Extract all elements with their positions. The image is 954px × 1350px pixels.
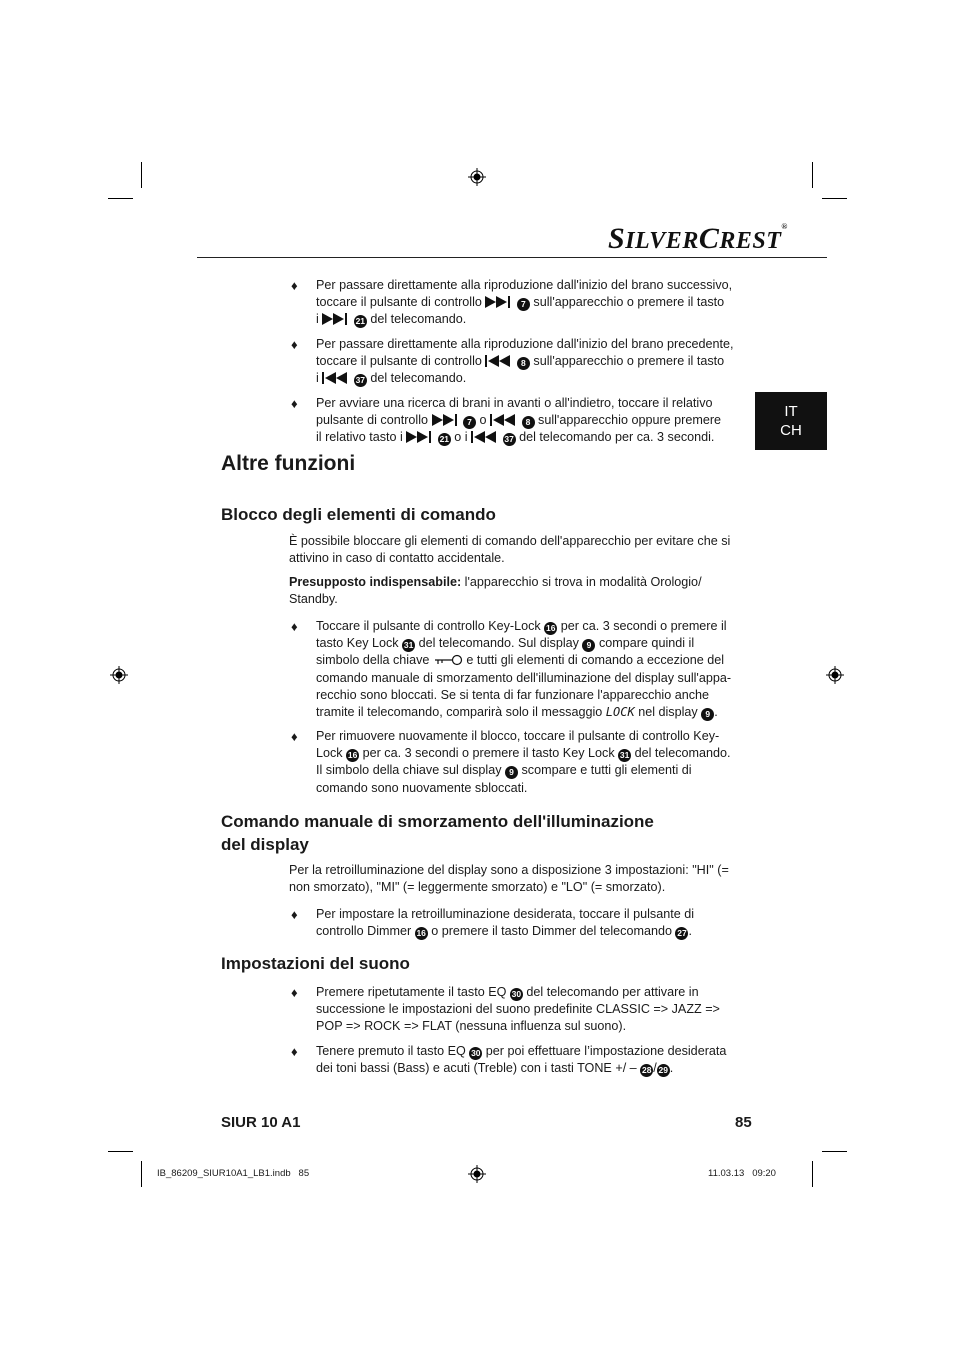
callout-number: 27 <box>677 928 687 939</box>
callout-number: 30 <box>471 1048 481 1058</box>
callout-number: 30 <box>511 989 522 999</box>
bullet-icon: ♦ <box>291 1044 298 1059</box>
subsection-title: Impostazioni del suono <box>221 954 410 973</box>
list-item: Per avviare una ricerca di brani in avanti o all'indietro, toccare il relativo pulsante di controllo 7 o 8 sull'apparecchio oppure premere il relativo tasto i 21 o i 37 del telecomando per ca. 3 secondi. <box>316 396 722 445</box>
callout-number: 21 <box>439 434 450 445</box>
page-number: 85 <box>735 1114 752 1131</box>
callout-number: 31 <box>403 640 414 651</box>
bullet-icon: ♦ <box>291 985 298 1000</box>
callout-number: 21 <box>355 316 366 327</box>
skip-back-icon <box>471 431 499 443</box>
bullet-icon: ♦ <box>291 619 298 634</box>
callout-number: 29 <box>658 1065 668 1076</box>
callout-number: 16 <box>347 750 358 761</box>
list-item: Premere ripetutamente il tasto EQ 30 del telecomando per attivare in successione le impostazioni del suono predefinite CLASSIC => JAZZ => POP => ROCK => FLAT (nessuna influenza sul suono). <box>316 985 720 1034</box>
bullet-icon: ♦ <box>291 729 298 744</box>
callout-number: 9 <box>582 639 595 652</box>
callout-number: 28 <box>641 1065 652 1076</box>
callout-number: 31 <box>619 750 630 761</box>
key-icon <box>433 654 463 666</box>
registration-mark-icon <box>468 1165 486 1183</box>
callout-number: 8 <box>522 416 535 429</box>
list-item: Tenere premuto il tasto EQ 30 per poi effettuare l’impostazione desiderata dei toni bassi (Bass) e acuti (Treble) con i tasti TONE +/ – 28 / 29 . <box>316 1044 727 1076</box>
section-title: Altre funzioni <box>221 452 356 475</box>
crop-mark <box>822 198 847 199</box>
crop-mark <box>108 198 133 199</box>
paragraph: Per la retroilluminazione del display sono a disposizione 3 impostazioni: "HI" (= non smorzato), "MI" (= leggermente smorzato) e "LO" (= smorzato). <box>289 863 729 895</box>
crop-mark <box>822 1151 847 1152</box>
skip-back-icon <box>485 355 513 367</box>
crop-mark <box>141 162 142 188</box>
skip-forward-icon <box>485 296 513 308</box>
paragraph: È possibile bloccare gli elementi di comando dell'apparecchio per evitare che si attivino in caso di contatto accidentale. <box>289 534 731 566</box>
model-number: SIUR 10 A1 <box>221 1114 301 1131</box>
list-item: Per passare direttamente alla riproduzione dall'inizio del brano precedente, toccare il pulsante di controllo 8 sull'apparecchio o premere il tasto i 37 del telecomando. <box>316 337 734 386</box>
subsection-title: Comando manuale di smorzamento dell'illuminazione del display <box>221 812 654 854</box>
list-item: Per impostare la retroilluminazione desiderata, toccare il pulsante di controllo Dimmer 16 o premere il tasto Dimmer del telecomando 27 . <box>316 907 695 939</box>
bullet-icon: ♦ <box>291 907 298 922</box>
crop-mark <box>812 1161 813 1187</box>
print-slug-file: IB_86209_SIUR10A1_LB1.indb 85 <box>157 1168 310 1179</box>
skip-forward-icon <box>322 313 350 325</box>
print-slug-date: 11.03.13 09:20 <box>708 1168 776 1179</box>
skip-forward-icon <box>406 431 434 443</box>
header-rule <box>197 257 827 258</box>
bullet-icon: ♦ <box>291 337 298 352</box>
subsection-title: Blocco degli elementi di comando <box>221 505 496 524</box>
list-item: Per passare direttamente alla riproduzione dall'inizio del brano successivo, toccare il pulsante di controllo 7 sull'apparecchio o premere il tasto i 21 del telecomando. <box>316 278 733 327</box>
skip-forward-icon <box>432 414 460 426</box>
callout-number: 7 <box>517 298 530 311</box>
callout-number: 16 <box>416 928 426 939</box>
list-item: Toccare il pulsante di controllo Key-Lock 16 per ca. 3 secondi o premere il tasto Key Lock 31 del telecomando. Sul display 9 compare quindi il simbolo della chiave e tutti gli elementi di comando a eccezione del comando manuale di smorzamento dell'illuminazione del display sull'appa-recchio sono bloccati. Se si tenta di far funzionare l'apparecchio anche tramite il telecomando, comparirà solo il messaggio LOCK nel display 9 . <box>316 619 732 720</box>
registration-mark-icon <box>826 666 844 684</box>
registration-mark-icon <box>110 666 128 684</box>
skip-back-icon <box>322 372 350 384</box>
lock-display-text: LOCK <box>605 705 635 720</box>
callout-number: 9 <box>505 766 518 779</box>
paragraph: Presupposto indispensabile: l'apparecchio si trova in modalità Orologio/ Standby. <box>289 575 702 607</box>
language-tab: IT CH <box>755 392 827 450</box>
callout-number: 37 <box>504 434 514 445</box>
callout-number: 8 <box>517 357 530 370</box>
registration-mark-icon <box>468 168 486 186</box>
callout-number: 37 <box>355 375 366 386</box>
callout-number: 16 <box>545 623 556 633</box>
silvercrest-logo: SILVERCREST® <box>608 222 788 255</box>
crop-mark <box>812 162 813 188</box>
crop-mark <box>108 1151 133 1152</box>
bullet-icon: ♦ <box>291 396 298 411</box>
list-item: Per rimuovere nuovamente il blocco, toccare il pulsante di controllo Key-Lock 16 per ca. 3 secondi o premere il tasto Key Lock 31 del telecomando. Il simbolo della chiave sul display 9 scompare e tutti gli elementi di comando sono nuovamente sbloccati. <box>316 729 731 795</box>
skip-back-icon <box>490 414 518 426</box>
bullet-icon: ♦ <box>291 278 298 293</box>
callout-number: 7 <box>463 416 476 429</box>
callout-number: 9 <box>701 708 714 721</box>
crop-mark <box>141 1161 142 1187</box>
